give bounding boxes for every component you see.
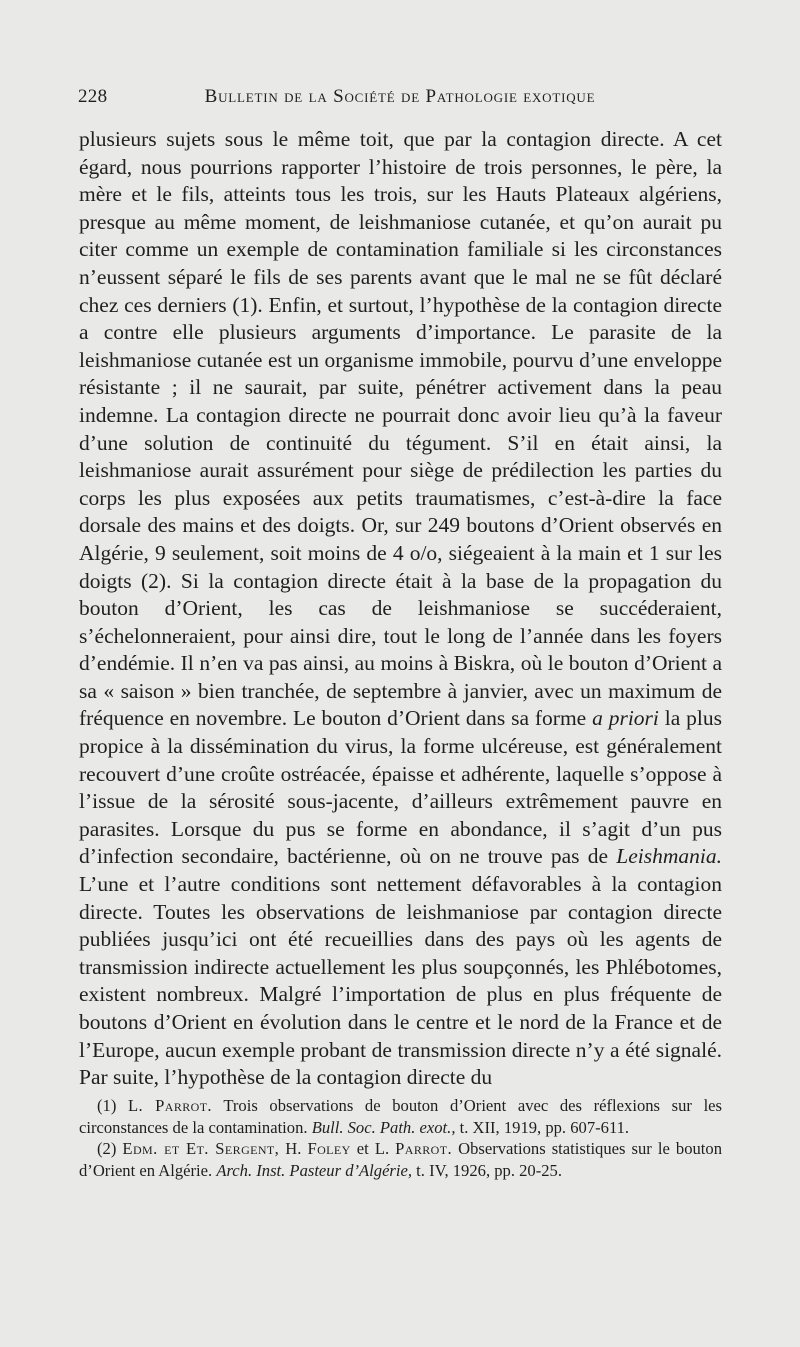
footnote-journal: Arch. Inst. Pasteur d’Algérie,: [216, 1160, 413, 1180]
footnote-2: [79, 1138, 722, 1181]
footnote-author-3: Parrot.: [395, 1139, 453, 1159]
running-title: Bulletin de la Société de Pathologie exotique: [204, 86, 596, 107]
body-italic-leishmania: Leishmania.: [616, 844, 722, 869]
footnote-author: L. Parrot.: [128, 1096, 212, 1115]
footnote-ref: t. IV, 1926, pp. 20-25.: [412, 1160, 562, 1180]
footnote-connector: H.: [279, 1139, 308, 1159]
footnote-author: Edm. et Et. Sergent,: [122, 1139, 280, 1159]
body-italic-a-priori: a priori: [592, 706, 659, 731]
footnote-marker: (2): [97, 1139, 123, 1159]
footnote-ref: t. XII, 1919, pp. 607-611.: [455, 1117, 630, 1137]
footnote-text: Trois observations de bouton d’Orient avec des réflexions sur les circonstances de la contamination.: [79, 1096, 722, 1137]
body-text-part-1: plusieurs sujets sous le même toit, que par la contagion directe. A cet égard, nous pourrions rapporter l’histoire de trois personnes, le père, la mère et le fils, atteints tous les trois, sur les Hauts Plateaux algériens, presque au même moment, de leishmaniose cutanée, et qu’on aurait pu citer comme un exemple de contamination familiale si les circonstances n’eussent séparé le fils de ses parents avant que le mal ne se fût déclaré chez ces derniers (1). Enfin, et surtout, l’hypothèse de la contagion directe a contre elle plusieurs arguments d’importance. Le parasite de la leishmaniose cutanée est un organisme immobile, pourvu d’une enveloppe résistante ; il ne saurait, par suite, pénétrer activement dans la peau indemne. La contagion directe ne pourrait donc avoir lieu qu’à la faveur d’une solution de continuité du tégument. S’il en était ainsi, la leishmaniose aurait assurément pour siège de prédilection les parties du corps les plus exposées aux petits traumatismes, c’est-à-dire la face dorsale des mains et des doigts. Or, sur 249 boutons d’Orient observés en Algérie, 9 seulement, soit moins de 4 o/o, siégeaient à la main et 1 sur les doigts (2). Si la contagion directe était à la base de la propagation du bouton d’Orient, les cas de leishmaniose se succéderaient, s’échelonneraient, pour ainsi dire, tout le long de l’année dans les foyers d’endémie. Il n’en va pas ainsi, au moins à Biskra, où le bouton d’Orient a sa « saison » bien tranchée, de septembre à janvier, avec un maximum de fréquence en novembre. Le bouton d’Orient dans sa forme: [79, 127, 722, 731]
body-paragraph: [79, 126, 722, 1092]
footnote-connector-2: et L.: [350, 1139, 396, 1159]
page-header: [78, 86, 722, 110]
footnote-text: Observations statistiques sur le bouton d’Orient en Algérie.: [79, 1139, 723, 1180]
body-text-part-2: la plus propice à la dissémination du virus, la forme ulcéreuse, est généralement recouvert d’une croûte ostréacée, épaisse et adhérente, laquelle s’oppose à l’issue de la sérosité sous-jacente, d’ailleurs extrêmement pauvre en parasites. Lorsque du pus se forme en abondance, il s’agit d’un pus d’infection secondaire, bactérienne, où on ne trouve pas de: [79, 706, 722, 869]
footnote-journal: Bull. Soc. Path. exot.,: [311, 1117, 456, 1137]
body-text-part-3: L’une et l’autre conditions sont nettement défavorables à la contagion directe. Toutes les observations de leishmaniose par contagion directe publiées jusqu’ici ont été recueillies dans des pays où les agents de transmission indirecte actuellement les plus soupçonnés, les Phlébotomes, existent nombreux. Malgré l’importation de plus en plus fréquente de boutons d’Orient en évolution dans le centre et le nord de la France et de l’Europe, aucun exemple probant de transmission directe n’y a été signalé. Par suite, l’hypothèse de la contagion directe du: [79, 872, 722, 1090]
footnotes: [79, 1095, 722, 1181]
page-number: 228: [78, 86, 108, 107]
footnote-marker: (1): [97, 1096, 128, 1115]
footnote-1: [79, 1095, 722, 1138]
footnote-author-2: Foley: [307, 1139, 351, 1159]
